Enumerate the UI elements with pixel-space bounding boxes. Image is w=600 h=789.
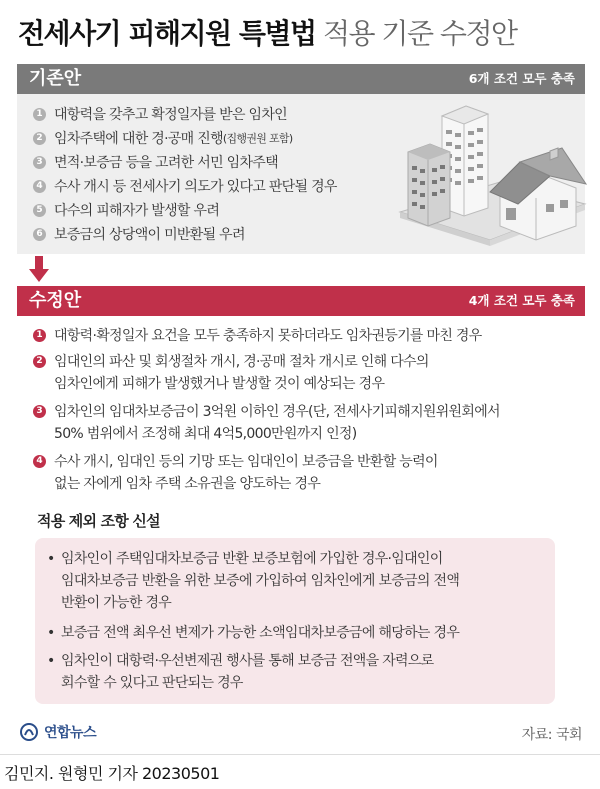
- number-badge: 1: [33, 329, 46, 342]
- number-badge: 4: [33, 180, 46, 193]
- number-badge: 4: [33, 455, 46, 468]
- old-section-header: [17, 64, 585, 94]
- logo-text: 연합뉴스: [44, 725, 97, 741]
- new-condition-text: 수사 개시, 임대인 등의 기망 또는 임대인이 보증금을 반환할 능력이: [54, 454, 438, 470]
- old-condition-text: 면적·보증금 등을 고려한 서민 임차주택: [54, 155, 278, 171]
- exclusion-text: 임차인이 대항력·우선변제권 행사를 통해 보증금 전액을 자력으로: [61, 653, 434, 669]
- old-section-label: 기존안: [29, 68, 82, 89]
- new-condition-text: 임대인의 파산 및 회생절차 개시, 경·공매 절차 개시로 인해 다수의: [54, 354, 429, 370]
- new-section-note: 4개 조건 모두 충족: [468, 293, 575, 308]
- exclusion-title: 적용 제외 조항 신설: [37, 512, 160, 530]
- bullet-icon: •: [47, 625, 55, 641]
- exclusion-text: 보증금 전액 최우선 변제가 가능한 소액임대차보증금에 해당하는 경우: [61, 625, 460, 641]
- title-main: 전세사기 피해지원 특별법: [18, 17, 316, 50]
- buildings-illustration: [390, 100, 590, 250]
- bullet-icon: •: [47, 551, 55, 567]
- number-badge: 3: [33, 156, 46, 169]
- exclusion-item: [47, 548, 459, 614]
- old-condition-text: 임차주택에 대한 경·공매 진행: [54, 131, 223, 147]
- page-title: [18, 14, 517, 54]
- new-condition-text: 대항력·확정일자 요건을 모두 충족하지 못하더라도 임차권등기를 마친 경우: [54, 328, 482, 344]
- old-condition-text: 대항력을 갖추고 확정일자를 받은 임차인: [54, 107, 288, 123]
- exclusion-text: 회수할 수 있다고 판단되는 경우: [61, 675, 243, 691]
- exclusion-item: [47, 650, 434, 694]
- old-condition-text: 다수의 피해자가 발생할 우려: [54, 203, 220, 219]
- new-condition-text: 임차인에게 피해가 발생했거나 발생할 것이 예상되는 경우: [54, 376, 385, 392]
- new-condition-text: 임차인의 임대차보증금이 3억원 이하인 경우(단, 전세사기피해지원위원회에서: [54, 404, 500, 420]
- yonhap-logo: [20, 722, 96, 742]
- old-condition-text: 수사 개시 등 전세사기 의도가 있다고 판단될 경우: [54, 179, 337, 195]
- old-section-note: 6개 조건 모두 충족: [468, 71, 575, 86]
- exclusion-text: 임차인이 주택임대차보증금 반환 보증보험에 가입한 경우·임대인이: [61, 551, 443, 567]
- new-condition-item: [33, 400, 581, 444]
- number-badge: 6: [33, 228, 46, 241]
- bullet-icon: •: [47, 653, 55, 669]
- new-condition-item: [33, 450, 581, 494]
- new-section-header: [17, 286, 585, 316]
- source-credit: 자료: 국회: [521, 727, 582, 743]
- exclusion-item: [47, 622, 459, 644]
- new-section-body: [17, 316, 585, 715]
- yonhap-logo-icon: [20, 723, 38, 741]
- exclusion-box: [35, 538, 555, 704]
- title-sub: 적용 기준 수정안: [322, 17, 517, 50]
- number-badge: 2: [33, 355, 46, 368]
- number-badge: 2: [33, 132, 46, 145]
- number-badge: 1: [33, 108, 46, 121]
- new-condition-item: [33, 350, 581, 394]
- exclusion-text: 임대차보증금 반환을 위한 보증에 가입하여 임차인에게 보증금의 전액: [61, 573, 460, 589]
- number-badge: 5: [33, 204, 46, 217]
- exclusion-text: 반환이 가능한 경우: [61, 595, 172, 611]
- new-section-label: 수정안: [29, 290, 82, 311]
- footer-bar: [0, 754, 600, 789]
- new-condition-text: 없는 자에게 임차 주택 소유권을 양도하는 경우: [54, 476, 321, 492]
- old-condition-text: 보증금의 상당액이 미반환될 우려: [54, 227, 245, 243]
- reporter-credit: 김민지. 원형민 기자 20230501: [4, 764, 220, 783]
- new-condition-item: [33, 324, 581, 346]
- old-condition-suffix: (집행권원 포함): [222, 132, 293, 145]
- down-arrow-icon: [29, 256, 49, 284]
- number-badge: 3: [33, 405, 46, 418]
- new-condition-text: 50% 범위에서 조정해 최대 4억5,000만원까지 인정): [54, 426, 357, 442]
